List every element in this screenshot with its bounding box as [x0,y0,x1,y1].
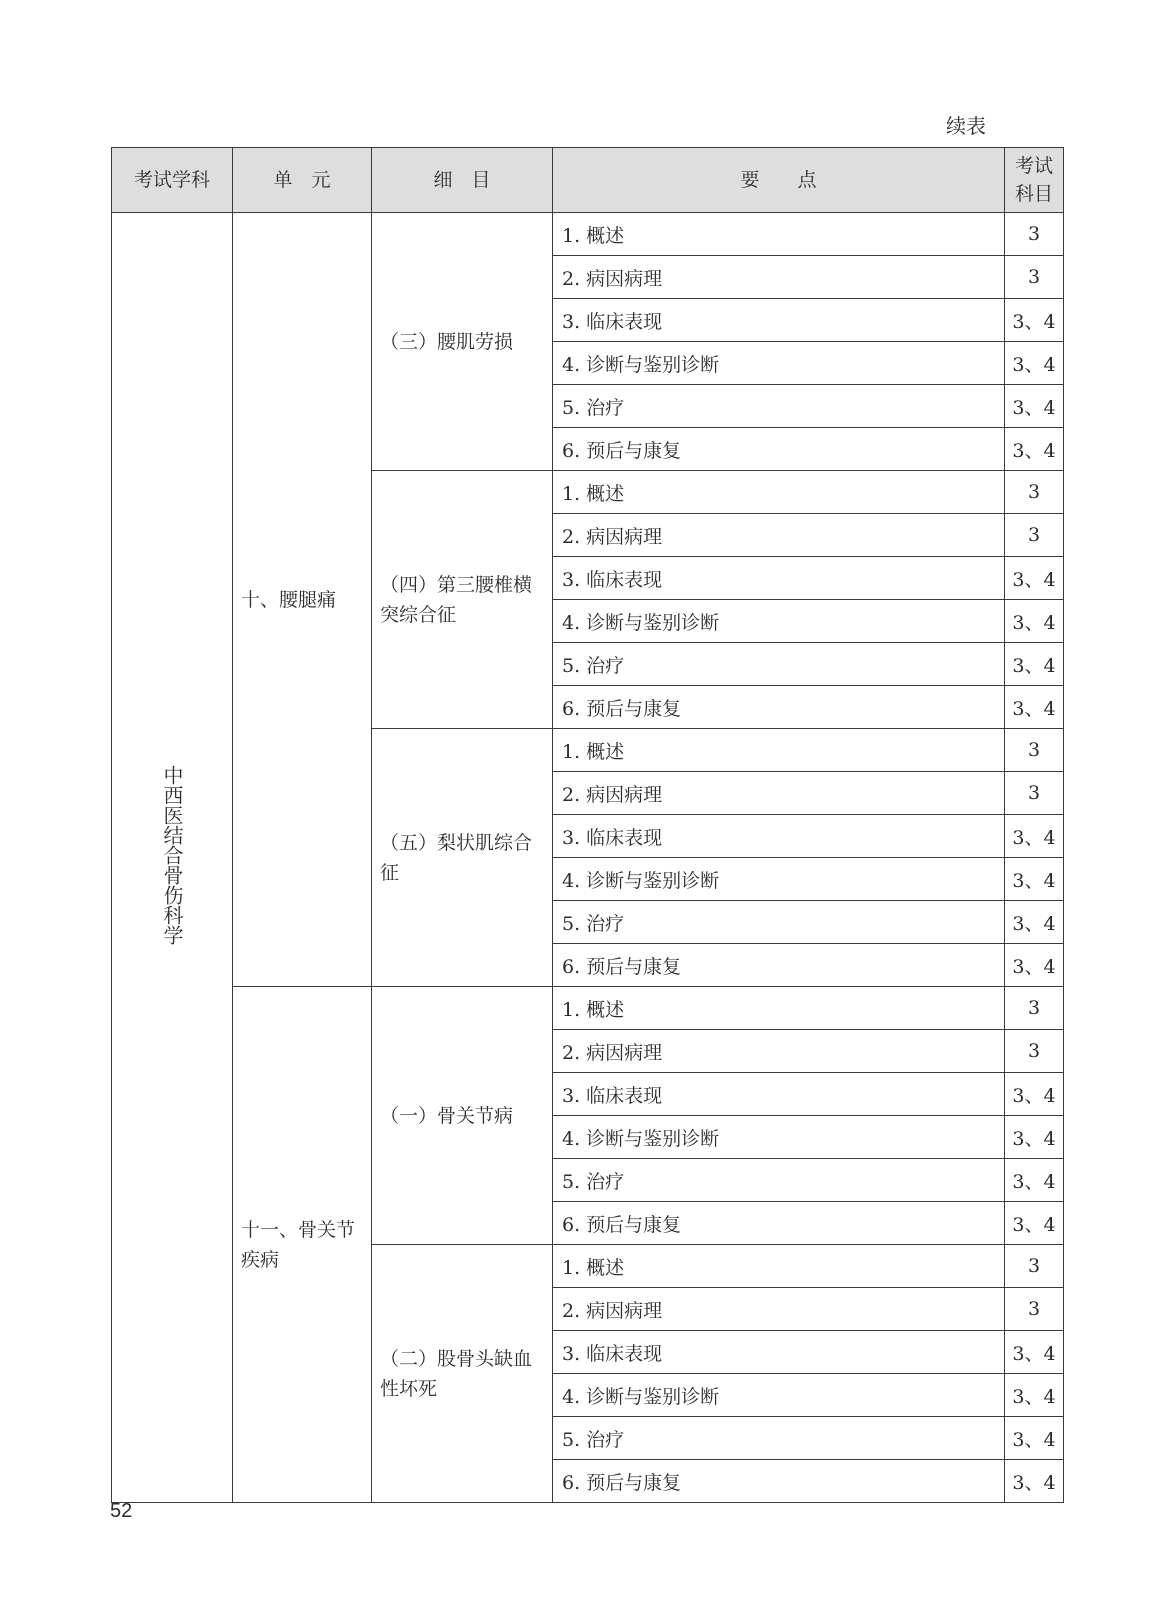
point-cell: 5. 治疗 [553,385,1005,428]
detail-cell: （五）梨状肌综合征 [372,729,553,987]
exam-code-cell: 3、4 [1005,1331,1064,1374]
point-cell: 1. 概述 [553,987,1005,1030]
point-cell: 4. 诊断与鉴别诊断 [553,342,1005,385]
point-cell: 3. 临床表现 [553,1073,1005,1116]
exam-code-cell: 3 [1005,772,1064,815]
point-cell: 1. 概述 [553,213,1005,256]
header-code: 考试科目 [1005,148,1064,213]
point-cell: 6. 预后与康复 [553,944,1005,987]
exam-code-cell: 3、4 [1005,858,1064,901]
header-unit: 单 元 [233,148,372,213]
point-cell: 3. 临床表现 [553,815,1005,858]
exam-code-cell: 3 [1005,987,1064,1030]
exam-code-cell: 3、4 [1005,901,1064,944]
point-cell: 1. 概述 [553,1245,1005,1288]
point-cell: 5. 治疗 [553,901,1005,944]
exam-code-cell: 3 [1005,514,1064,557]
exam-code-cell: 3 [1005,471,1064,514]
point-cell: 2. 病因病理 [553,1030,1005,1073]
detail-cell: （四）第三腰椎横突综合征 [372,471,553,729]
header-subject: 考试学科 [112,148,233,213]
exam-code-cell: 3、4 [1005,600,1064,643]
exam-code-cell: 3 [1005,1288,1064,1331]
unit-cell: 十一、骨关节疾病 [233,987,372,1503]
point-cell: 2. 病因病理 [553,256,1005,299]
syllabus-table [111,147,1064,1503]
point-cell: 3. 临床表现 [553,557,1005,600]
table-row [112,213,1064,256]
point-cell: 6. 预后与康复 [553,428,1005,471]
point-cell: 6. 预后与康复 [553,1202,1005,1245]
subject-cell [112,213,233,1503]
table-body [112,213,1064,1503]
point-cell: 2. 病因病理 [553,514,1005,557]
point-cell: 4. 诊断与鉴别诊断 [553,600,1005,643]
point-cell: 4. 诊断与鉴别诊断 [553,1374,1005,1417]
point-cell: 1. 概述 [553,471,1005,514]
point-cell: 5. 治疗 [553,643,1005,686]
exam-code-cell: 3、4 [1005,1159,1064,1202]
detail-cell: （三）腰肌劳损 [372,213,553,471]
exam-code-cell: 3 [1005,1245,1064,1288]
exam-code-cell: 3、4 [1005,342,1064,385]
point-cell: 1. 概述 [553,729,1005,772]
exam-code-cell: 3、4 [1005,385,1064,428]
point-cell: 4. 诊断与鉴别诊断 [553,858,1005,901]
exam-code-cell: 3 [1005,729,1064,772]
header-detail: 细 目 [372,148,553,213]
table-row [112,987,1064,1030]
exam-code-cell: 3、4 [1005,815,1064,858]
point-cell: 6. 预后与康复 [553,1460,1005,1503]
exam-code-cell: 3 [1005,213,1064,256]
point-cell: 3. 临床表现 [553,1331,1005,1374]
exam-code-cell: 3、4 [1005,944,1064,987]
detail-cell: （二）股骨头缺血性坏死 [372,1245,553,1503]
point-cell: 3. 临床表现 [553,299,1005,342]
exam-code-cell: 3、4 [1005,686,1064,729]
exam-code-cell: 3、4 [1005,1073,1064,1116]
exam-code-cell: 3、4 [1005,428,1064,471]
detail-cell: （一）骨关节病 [372,987,553,1245]
exam-code-cell: 3、4 [1005,1460,1064,1503]
point-cell: 5. 治疗 [553,1159,1005,1202]
unit-cell: 十、腰腿痛 [233,213,372,987]
exam-code-cell: 3、4 [1005,557,1064,600]
exam-code-cell: 3、4 [1005,1202,1064,1245]
header-point: 要 点 [553,148,1005,213]
continued-label: 续表 [946,114,986,138]
exam-code-cell: 3、4 [1005,1116,1064,1159]
exam-code-cell: 3、4 [1005,1417,1064,1460]
exam-code-cell: 3、4 [1005,299,1064,342]
exam-code-cell: 3 [1005,256,1064,299]
exam-code-cell: 3、4 [1005,643,1064,686]
point-cell: 2. 病因病理 [553,772,1005,815]
point-cell: 6. 预后与康复 [553,686,1005,729]
page-number: 52 [110,1500,133,1522]
table-header-row [112,148,1064,213]
point-cell: 4. 诊断与鉴别诊断 [553,1116,1005,1159]
exam-code-cell: 3 [1005,1030,1064,1073]
subject-name: 中西医结合骨伤科学 [160,765,184,945]
exam-code-cell: 3、4 [1005,1374,1064,1417]
point-cell: 5. 治疗 [553,1417,1005,1460]
point-cell: 2. 病因病理 [553,1288,1005,1331]
